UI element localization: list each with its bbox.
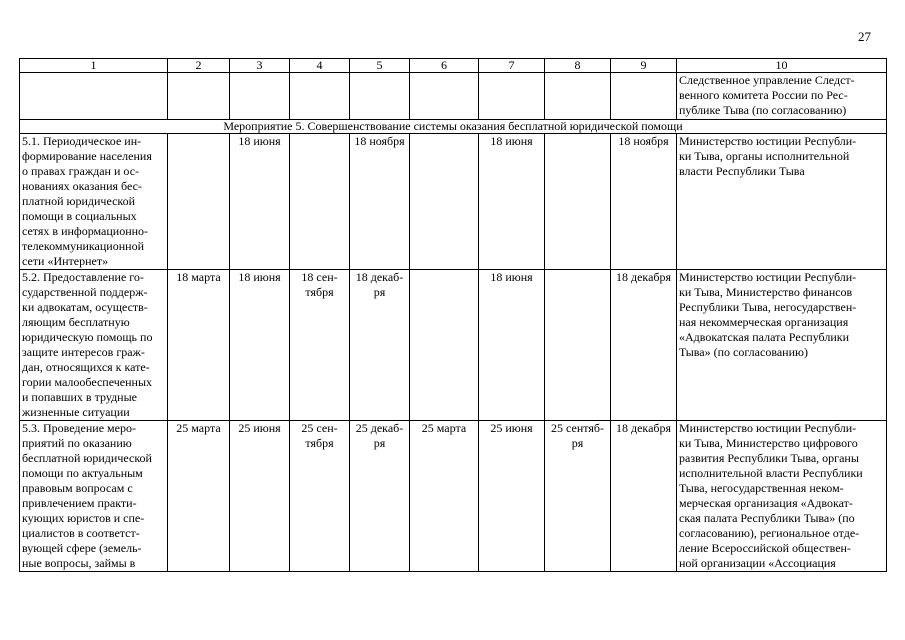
date-cell: 18 декабря (611, 421, 677, 572)
schedule-table (19, 58, 887, 572)
responsible-cell: Министерство юстиции Республи- ки Тыва, органы исполнительной власти Республики Тыва (677, 134, 887, 270)
col-header-7: 7 (479, 59, 545, 73)
date-cell (290, 134, 350, 270)
date-cell: 18 декаб- ря (350, 270, 410, 421)
date-cell (410, 270, 479, 421)
date-cell: 18 июня (479, 270, 545, 421)
table-row-continued (20, 73, 887, 120)
section-row (20, 120, 887, 134)
date-cell: 18 ноября (611, 134, 677, 270)
date-cell: 18 июня (230, 270, 290, 421)
col-header-9: 9 (611, 59, 677, 73)
col-header-4: 4 (290, 59, 350, 73)
table-row (20, 270, 887, 421)
col-header-8: 8 (545, 59, 611, 73)
date-cell: 25 июня (479, 421, 545, 572)
date-cell (545, 270, 611, 421)
activity-name: 5.3. Проведение меро- приятий по оказанию бесплатной юридической помощи по актуальным правовым вопросам с привлечением практи- кующих юристов и спе- циалистов в соответст- вующей сфере (земель- ные вопросы, займы в (20, 421, 168, 572)
date-cell (545, 134, 611, 270)
date-cell: 18 июня (479, 134, 545, 270)
col-header-2: 2 (168, 59, 230, 73)
col-header-3: 3 (230, 59, 290, 73)
column-number-row (20, 59, 887, 73)
date-cell: 18 ноября (350, 134, 410, 270)
col-header-6: 6 (410, 59, 479, 73)
date-cell: 25 марта (168, 421, 230, 572)
date-cell: 18 декабря (611, 270, 677, 421)
date-cell: 25 июня (230, 421, 290, 572)
table-row (20, 134, 887, 270)
date-cell: 25 декаб- ря (350, 421, 410, 572)
col-header-10: 10 (677, 59, 887, 73)
activity-name: 5.2. Предоставление го- сударственной поддерж- ки адвокатам, осуществ- ляющим бесплатную юридическую помощь по защите интересов граж- дан, относящихся к кате- гории малообеспеченных и попавших в трудные жизненные ситуации (20, 270, 168, 421)
responsible-cell: Следственное управление Следст- венного комитета России по Рес- публике Тыва (по согласованию) (677, 73, 887, 120)
date-cell: 25 сентяб- ря (545, 421, 611, 572)
col-header-1: 1 (20, 59, 168, 73)
activity-name: 5.1. Периодическое ин- формирование населения о правах граждан и ос- нованиях оказания бес- платной юридической помощи в социальных сетях в информационно- телекоммуникационной сети «Интернет» (20, 134, 168, 270)
section-title: Мероприятие 5. Совершенствование системы оказания бесплатной юридической помощи (20, 120, 887, 134)
date-cell: 18 сен- тября (290, 270, 350, 421)
date-cell (410, 134, 479, 270)
date-cell (168, 134, 230, 270)
table-row (20, 421, 887, 572)
date-cell: 18 июня (230, 134, 290, 270)
responsible-cell: Министерство юстиции Республи- ки Тыва, Министерство цифрового развития Республики Тыва, органы исполнительной власти Республики Тыва, негосударственная неком- мерческая организация «Адвокат- ская палата Республики Тыва» (по согласованию), региональное отде- ление Всероссийской обществен- ной организации «Ассоциация (677, 421, 887, 572)
responsible-cell: Министерство юстиции Республи- ки Тыва, Министерство финансов Республики Тыва, негосударствен- ная некоммерческая организация «Адвокатская палата Республики Тыва» (по согласованию) (677, 270, 887, 421)
col-header-5: 5 (350, 59, 410, 73)
date-cell: 25 марта (410, 421, 479, 572)
date-cell: 18 марта (168, 270, 230, 421)
date-cell: 25 сен- тября (290, 421, 350, 572)
page-number: 27 (858, 29, 871, 44)
